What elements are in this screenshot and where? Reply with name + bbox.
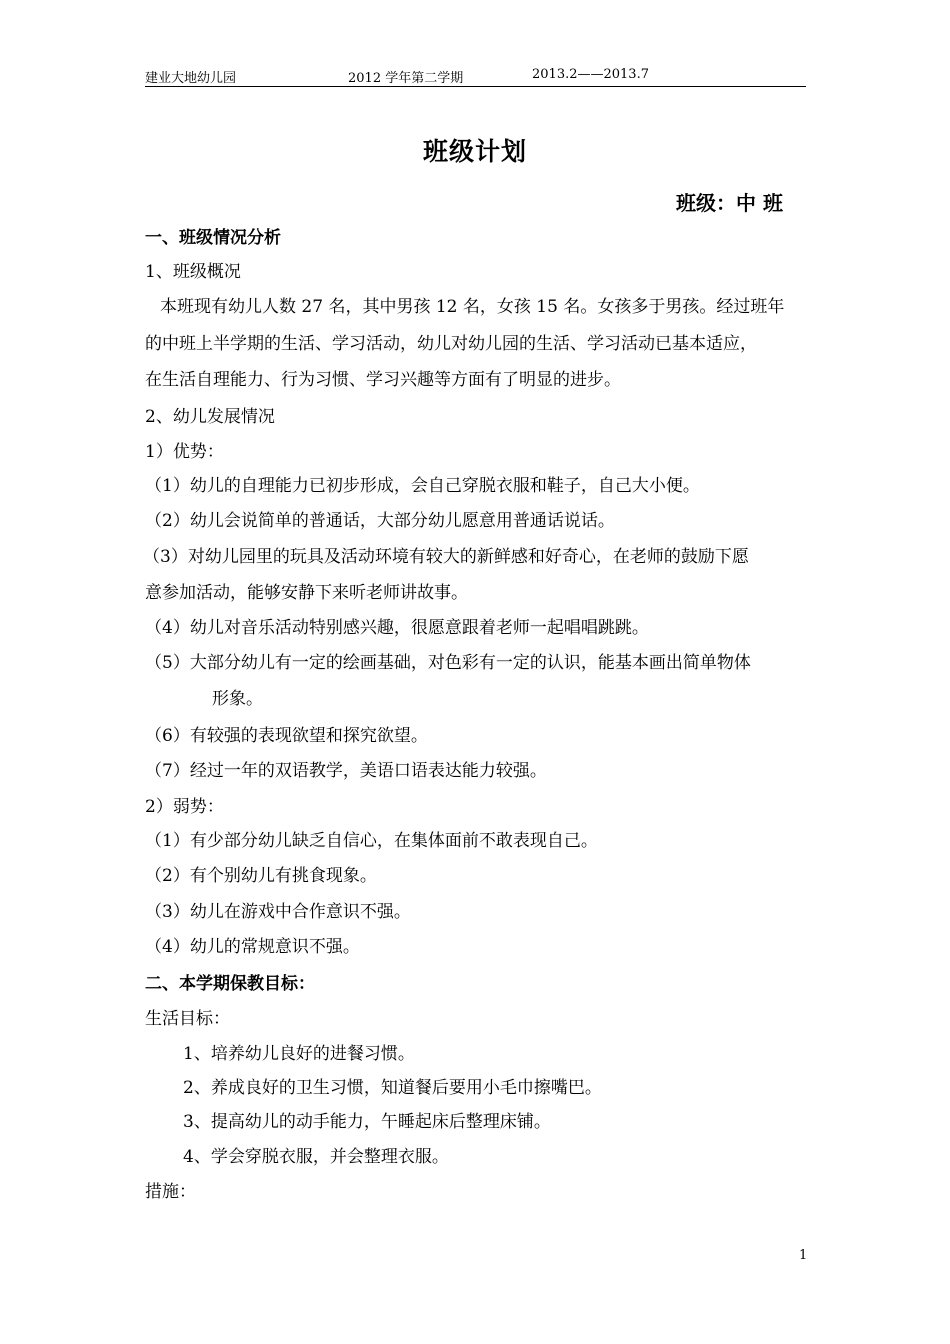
subheading-strengths: 1）优势： [145, 442, 224, 462]
goal-item: 1、培养幼儿良好的进餐习惯。 [183, 1044, 415, 1064]
list-item: （4）幼儿对音乐活动特别感兴趣，很愿意跟着老师一起唱唱跳跳。 [145, 618, 649, 638]
subheading-weaknesses: 2）弱势： [145, 797, 224, 817]
list-item: （1）有少部分幼儿缺乏自信心，在集体面前不敢表现自己。 [145, 831, 598, 851]
goal-item: 2、养成良好的卫生习惯，知道餐后要用小毛巾擦嘴巴。 [183, 1078, 602, 1098]
subheading-development: 2、幼儿发展情况 [145, 407, 275, 427]
list-item: （1）幼儿的自理能力已初步形成，会自己穿脱衣服和鞋子，自己大小便。 [145, 476, 700, 496]
list-item-continued: 意参加活动，能够安静下来听老师讲故事。 [145, 583, 468, 603]
list-item: （6）有较强的表现欲望和探究欲望。 [145, 726, 428, 746]
header-dates: 2013.2——2013.7 [532, 67, 649, 82]
goal-item: 3、提高幼儿的动手能力，午睡起床后整理床铺。 [183, 1112, 551, 1132]
class-label: 班级：中 班 [676, 191, 783, 215]
page-number: 1 [799, 1248, 808, 1263]
subheading-class-overview: 1、班级概况 [145, 262, 241, 282]
document-title: 班级计划 [422, 137, 527, 166]
list-item: （5）大部分幼儿有一定的绘画基础，对色彩有一定的认识，能基本画出简单物体 [145, 653, 751, 673]
header-semester: 2012 学年第二学期 [348, 71, 464, 86]
paragraph-line: 在生活自理能力、行为习惯、学习兴趣等方面有了明显的进步。 [145, 370, 621, 390]
list-item: （3）幼儿在游戏中合作意识不强。 [145, 902, 411, 922]
paragraph-line: 本班现有幼儿人数 27 名，其中男孩 12 名，女孩 15 名。女孩多于男孩。经过班年 [160, 297, 785, 317]
section-heading-1: 一、班级情况分析 [145, 228, 281, 248]
list-item: （7）经过一年的双语教学，美语口语表达能力较强。 [145, 761, 547, 781]
list-item: （2）有个别幼儿有挑食现象。 [145, 866, 377, 886]
list-item: （2）幼儿会说简单的普通话，大部分幼儿愿意用普通话说话。 [145, 511, 615, 531]
section-heading-2: 二、本学期保教目标： [145, 974, 315, 994]
list-item-continued: 形象。 [212, 689, 263, 709]
list-item: （4）幼儿的常规意识不强。 [145, 937, 360, 957]
page-header [145, 66, 806, 87]
subheading-life-goals: 生活目标： [145, 1009, 230, 1029]
goal-item: 4、学会穿脱衣服，并会整理衣服。 [183, 1147, 449, 1167]
subheading-measures: 措施： [145, 1182, 196, 1202]
list-item: （3）对幼儿园里的玩具及活动环境有较大的新鲜感和好奇心，在老师的鼓励下愿 [143, 547, 749, 567]
header-school: 建业大地幼儿园 [145, 71, 237, 86]
paragraph-line: 的中班上半学期的生活、学习活动，幼儿对幼儿园的生活、学习活动已基本适应， [145, 334, 757, 354]
